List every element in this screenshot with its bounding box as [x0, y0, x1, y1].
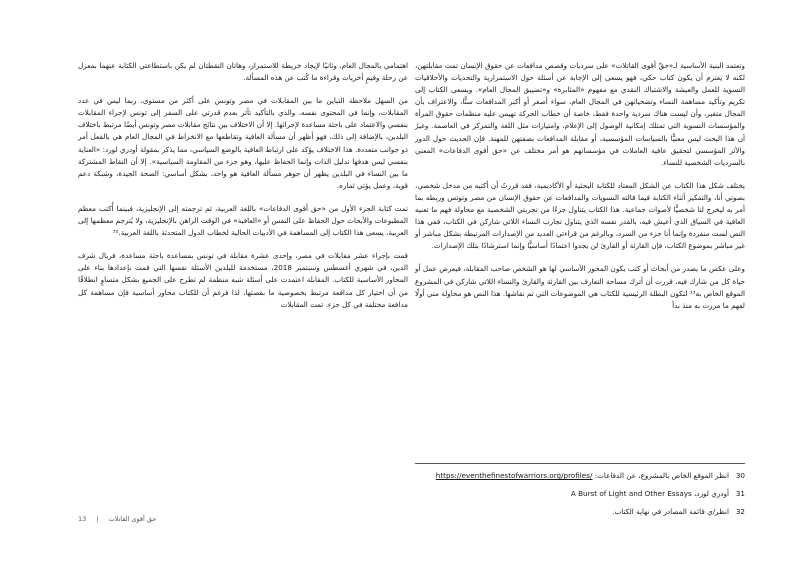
page-footer: [78, 515, 156, 523]
paragraph: وتعتمد البنية الأساسية لـ«حقّ أقوى القاتلات» على سرديات وقصص مدافعات عن حقوق الإنسان تمت مقابلتهن، لكنه لا يعتزم أن يكون كتاب حكي، فهو يسعى إلى الإجابة عن أسئلة حول الاستمرارية والتحديات والأخلاقيات النسوية للعمل والعيشة والاشتباك النقدي مع مفهوم «المثابرة» و«تضييق المجال العام». ويسعى الكتاب إلى تكريم وتأكيد مساهمة النساء وتضحياتهن في المجال العام، سواء أصغر أو أكبر المدافعات سنًّا، والاعتراف بأن المجال متغير، وأن ليست هناك سردية واحدة فقط، خاصة أن خطاب الحركة تهيمن عليه منظمات حقوق المرأة والمؤسسات النسوية التي تمتلك إمكانية الوصول إلى الإعلام، وامتيازات مثل اللغة والتمركز في العاصمة. وغيرُ أن هذا البحث ليس معنيًّا بالسياسات المؤسسية، أو مقابلة المدافعات بصفتهن للمهنة. فإن الحديث حول الدور والأثر المؤسسي لتحقيق عافية العاملات في مؤسساتهم هو أمر مختلف عن «حق أقوى الدفاعات» المعني بالسرديات الشخصية للنساء.: [415, 61, 745, 167]
footnote-text: انظر/ي قائمة المصادر في نهاية الكتاب.: [612, 507, 729, 516]
paragraph: اهتمامي بالمجال العام، وثانيًا لإيجاد خريطة للاستمرار، وهاتان النقطتان لم يكن باستطاعتي الكتابة عنهما بمعزل عن رحلة وقيمٍ أخريات وقراءة ما كُتب عن هذه المسألة.: [78, 61, 408, 83]
paragraph: قمت بإجراء عشر مقابلات في مصر، وإحدى عشرة مقابلة في تونس بمساعدة باحثة مساعدة، فريال شرف الدين، في شهري أغسطس وسبتمبر 2018، مستخدمة للبلدين الأسئلة نفسها التي قمت بإعدادها بناء على المحاور الأساسية للكتاب. المقابلة اعتمدت على أسئلة شبه منظمة لم تطرح على الجميع بشكل متساوٍ انطلاقًا من أن اختيار كل مدافعة مرتبط بخصوصية ما بقصتها، لذا فرغم أن للكتاب محاور أساسية فإن مساهمة كل مدافعة مختلفة في كل جزء. تمت المقابلات: [78, 251, 408, 309]
paragraph: تمت كتابة الجزء الأول من «حق أقوى الدفاعات» باللغة العربية، ثم ترجمته إلى الإنجليزية، فبينما أُكتب معظم المطبوعات والأبحاث حول الحفاظ على النفس أو «العافية» في الوقت الراهن بالإنجليزية، ولا يُترجم معظمها إلى العربية، يسعى هذا الكتاب إلى المساهمة في الأدبيات الحالية لخطاب الدول المتحدثة باللغة العربية.³²: [78, 203, 408, 238]
footnote-number: 32: [735, 507, 745, 516]
footnotes: [415, 463, 745, 524]
footnote-text: [415, 470, 729, 482]
footnote-text: أودري لورد، A Burst of Light and Other Essays: [570, 489, 729, 498]
paragraph: وعلى عكس ما يصدر من أبحاث أو كتب يكون المحور الأساسي لها هو الشخص صاحب المقابلة، فيعرض عمل أو حياة كل من شارك فيه، قررت أن أترك مساحة التعارف بين القارئة والقارئ والنساء اللاتي شاركن في المشروع الموقع الخاص به¹³ لتكون البطلة الرئيسية للكتاب هي الموضوعات التي تم نقاشها. هذا النص هو محاولة مني أولًا لفهم ما مررت به منذ بدأ: [415, 264, 746, 310]
separator: |: [96, 515, 99, 523]
footnote: [415, 506, 745, 518]
running-title: حق أقوى القاتلات: [108, 515, 157, 523]
footnote: [415, 470, 745, 482]
footnote-link[interactable]: https://eventhefinestofwarriors.org/profiles/: [435, 471, 593, 480]
footnote-number: 30: [735, 471, 745, 480]
footnote: [415, 488, 745, 500]
footnote-number: 31: [735, 489, 745, 498]
column-left: [78, 60, 408, 322]
paragraph: من السهل ملاحظة التباين ما بين المقابلات في مصر وتونس على أكثر من مستوى، ربما ليس في عدد المقابلات، وإنما في المحتوى نفسه، والذي بالتأكيد تأثر بعدم قدرتي على السفر إلى تونس لإجراء المقابلات بنفسي والاعتماد على باحثة مساعدة لإجرائها. إلا أن الاختلاف بين نتائج مقابلات مصر وتونس أيضًا مرتبط باختلاف البلدين، بالإضافة إلى ذلك، فهو أظهر أن مسألة العافية وتقاطعها مع الانخراط في المجال العام هي بالفعل أمر ذو جوانب متعددة. هذا الاختلاف يؤكد على ارتباط العافية بالوضع السياسي، مما يذكر بمقولة أودري لورد: «العناية بنفسي ليس هدفها تدليل الذات وإنما الحفاظ عليها، وهو جزء من المقاومة السياسية». إلا أن النقاط المشتركة ما بين النساء في البلدين يظهر أن جوهر مسألة العافية هو واحد، بشكل أساسي: الصحة الجيدة، وشبكة دعم قوية، وعمل يؤتي ثماره.: [78, 96, 408, 190]
footnote-label: انظر الموقع الخاص بالمشروع، عن الدفاعات:: [594, 471, 729, 480]
column-right: [415, 60, 745, 323]
paragraph: يختلف شكل هذا الكتاب عن الشكل المعتاد للكتابة البحثية أو الأكاديمية، فقد قررتُ أن أكتبه من مدخل شخصي، بصوتي أنا، والتفكير أثناء الكتابة فيما قالته النسويات والمدافعات عن حقوق الإنسان من مصر وتونس وربطه بما أمر به ليخرج لنا شخصيًّا لأصوات جماعية. هذا الكتاب يتناول جزءًا من تجربتي الشخصية مع محاولة فهم ما تعنيه العافية في السياق الذي أعيش فيه، بالقدر نفسه الذي يتناول تجارب النساء اللاتي شاركن في الكتاب، ففي هذا النص لست منفردة وإنما أنا جزء من السرد، وبالرغم من قراءتي العديد من الإصدارات المرتبطة بشكل مباشر أو غير مباشر بموضوع الكتاب، فإن القارئة أو القارئ لن يجدوا اعتمادًا أساسيًّا وإنما استرشادًا بتلك الإصدارات.: [415, 180, 745, 251]
page-number: 13: [78, 515, 87, 523]
